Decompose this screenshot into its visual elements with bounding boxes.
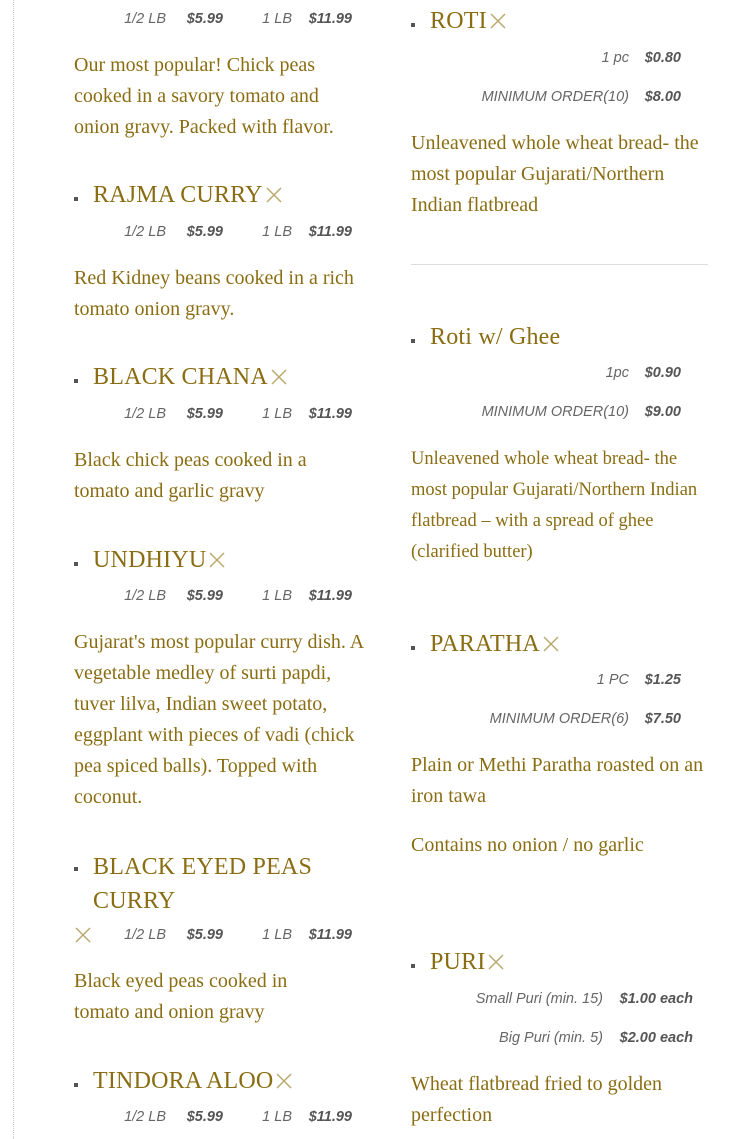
price-qty: Small Puri (min. 15) [475, 991, 603, 1007]
menu-item-title [411, 947, 708, 978]
menu-item [411, 629, 708, 660]
menu-item [74, 362, 366, 393]
price-amount: $0.80 [644, 50, 681, 66]
price-qty: Big Puri (min. 5) [499, 1030, 603, 1046]
item-description: Unleavened whole wheat bread- the most popular Gujarati/Northern Indian flatbread – with a spread of ghee (clarified butter) [411, 449, 698, 562]
menu-item-title [74, 545, 366, 576]
menu-item [74, 1066, 366, 1097]
price-amount: $5.99 [186, 927, 223, 943]
menu-item-name: PURI [430, 949, 486, 975]
price-qty: MINIMUM ORDER(10) [481, 404, 629, 420]
price-amount: $0.90 [644, 365, 681, 381]
price-amount: $11.99 [308, 1109, 352, 1125]
close-x-icon[interactable] [487, 953, 505, 971]
price-row [411, 709, 681, 729]
price-row [74, 9, 366, 29]
section-divider [411, 264, 708, 265]
price-row [74, 222, 366, 242]
price-row [411, 1028, 693, 1048]
menu-item-name: Roti w/ Ghee [430, 324, 561, 350]
price-qty: 1 LB [262, 927, 292, 943]
price-row [74, 1107, 366, 1127]
price-row [74, 925, 366, 945]
price-qty: 1 pc [601, 50, 629, 66]
price-amount: $5.99 [186, 11, 223, 27]
price-amount: $7.50 [644, 711, 681, 727]
price-amount: $11.99 [308, 588, 352, 604]
price-qty: 1 LB [262, 588, 292, 604]
menu-item-name: BLACK EYED PEAS CURRY [93, 854, 313, 914]
item-description: Black chick peas cooked in a tomato and garlic gravy [74, 449, 307, 502]
price-amount: $5.99 [186, 1109, 223, 1125]
price-qty: 1/2 LB [124, 11, 166, 27]
price-row [411, 87, 681, 107]
price-row [411, 363, 681, 383]
item-description: Unleavened whole wheat bread- the most popular Gujarati/Northern Indian flatbread [411, 132, 699, 216]
price-qty: 1/2 LB [124, 588, 166, 604]
menu-item-name: ROTI [430, 8, 487, 34]
price-amount: $11.99 [308, 927, 352, 943]
close-x-icon[interactable] [208, 551, 226, 569]
price-qty: 1 PC [596, 672, 629, 688]
price-qty: MINIMUM ORDER(10) [481, 89, 629, 105]
price-amount: $5.99 [186, 588, 223, 604]
menu-item-name: UNDHIYU [93, 547, 207, 573]
menu-item-title [411, 322, 708, 353]
price-amount: $9.00 [644, 404, 681, 420]
price-amount: $2.00 each [619, 1030, 693, 1046]
price-row [74, 586, 366, 606]
price-qty: 1/2 LB [124, 1109, 166, 1125]
close-x-icon[interactable] [542, 635, 560, 653]
price-amount: $5.99 [186, 224, 223, 240]
price-qty: 1 LB [262, 11, 292, 27]
price-row [411, 402, 681, 422]
item-description: Plain or Methi Paratha roasted on an iron tawa [411, 754, 704, 807]
menu-item-title [411, 6, 708, 37]
menu-item-title [74, 180, 366, 211]
price-qty: 1 LB [262, 406, 292, 422]
price-row [74, 404, 366, 424]
price-amount: $11.99 [308, 224, 352, 240]
menu-item-name: TINDORA ALOO [93, 1068, 274, 1094]
price-amount: $11.99 [308, 11, 352, 27]
item-description: Black eyed peas cooked in tomato and onion gravy [74, 970, 288, 1023]
price-qty: 1/2 LB [124, 927, 166, 943]
menu-item [411, 947, 708, 978]
menu-item [74, 180, 366, 211]
price-row [411, 670, 681, 690]
close-x-icon[interactable] [489, 12, 507, 30]
menu-item-title [74, 362, 366, 393]
menu-item-name: PARATHA [430, 631, 540, 657]
item-description: Gujarat's most popular curry dish. A vegetable medley of surti papdi, tuver lilva, Indian sweet potato, eggplant with pieces of vadi (chick pea spiced balls). Topped with coconut. [74, 631, 364, 808]
close-x-icon[interactable] [270, 368, 288, 386]
price-qty: 1pc [605, 365, 629, 381]
price-amount: $11.99 [308, 406, 352, 422]
menu-item [411, 6, 708, 37]
item-note: Contains no onion / no garlic [411, 834, 644, 856]
price-qty: MINIMUM ORDER(6) [489, 711, 629, 727]
menu-item [74, 545, 366, 576]
menu-item-name: BLACK CHANA [93, 364, 268, 390]
menu-item-title [411, 629, 708, 660]
price-amount: $1.25 [644, 672, 681, 688]
close-x-icon[interactable] [265, 186, 283, 204]
price-qty: 1 LB [262, 224, 292, 240]
price-amount: $5.99 [186, 406, 223, 422]
page-left-border [13, 0, 14, 1139]
close-x-icon[interactable] [275, 1072, 293, 1090]
price-qty: 1/2 LB [124, 406, 166, 422]
price-amount: $8.00 [644, 89, 681, 105]
price-row [411, 48, 681, 68]
price-row [411, 989, 693, 1009]
item-description: Red Kidney beans cooked in a rich tomato onion gravy. [74, 267, 354, 320]
price-amount: $1.00 each [619, 991, 693, 1007]
price-qty: 1/2 LB [124, 224, 166, 240]
item-description: Our most popular! Chick peas cooked in a savory tomato and onion gravy. Packed with flavor. [74, 54, 334, 138]
menu-item-name: RAJMA CURRY [93, 182, 263, 208]
menu-item-title [74, 1066, 366, 1097]
price-qty: 1 LB [262, 1109, 292, 1125]
menu-item [411, 322, 708, 353]
item-description: Wheat flatbread fried to golden perfection [411, 1073, 662, 1126]
